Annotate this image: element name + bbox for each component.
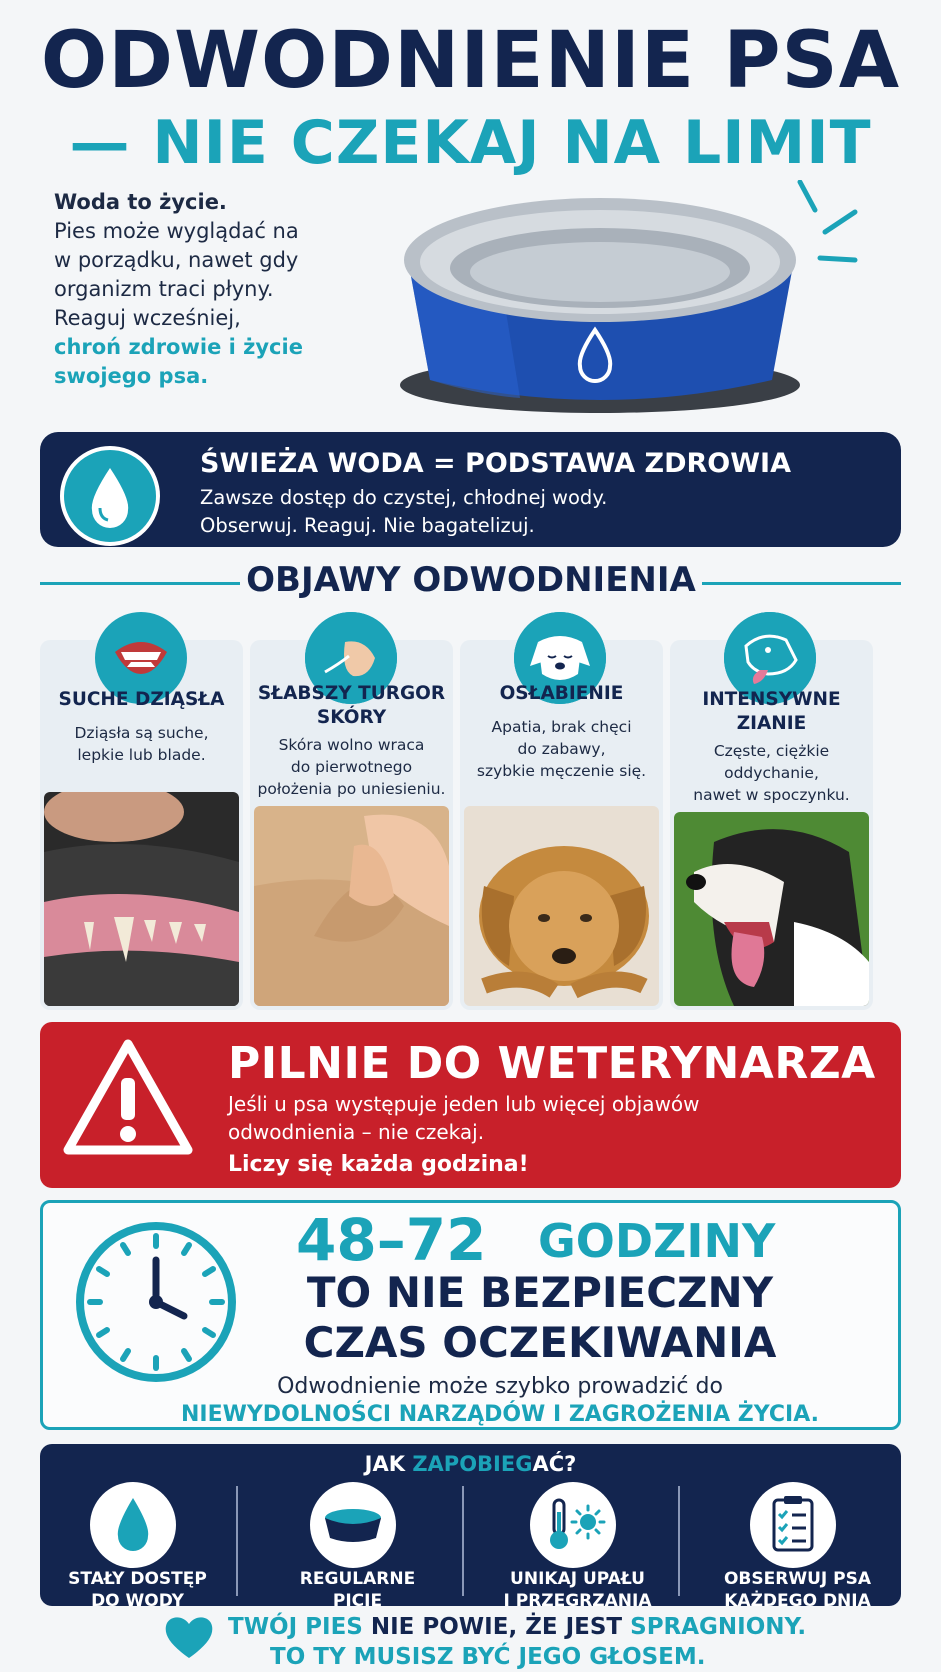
clock-icon bbox=[72, 1218, 240, 1386]
hours-emphasis: NIEWYDOLNOŚCI NARZĄDÓW I ZAGROŻENIA ŻYCIA. bbox=[180, 1402, 819, 1427]
bowl-icon bbox=[310, 1482, 396, 1568]
fresh-water-text: Obserwuj. Reaguj. Nie bagatelizuj. bbox=[200, 514, 535, 537]
symptom-text: oddychanie, bbox=[724, 764, 819, 782]
symptoms-title: OBJAWY ODWODNIENIA bbox=[246, 560, 696, 600]
water-drop-icon bbox=[90, 1482, 176, 1568]
prevention-label bbox=[30, 1568, 245, 1612]
symptom-text: Apatia, brak chęci bbox=[491, 718, 632, 736]
prevention-label bbox=[690, 1568, 905, 1612]
footer-line-2: TO TY MUSISZ BYĆ JEGO GŁOSEM. bbox=[270, 1644, 706, 1670]
warning-icon bbox=[58, 1032, 198, 1162]
separator bbox=[678, 1486, 680, 1596]
main-title: ODWODNIENIE PSA bbox=[40, 16, 901, 106]
fresh-water-text: Zawsze dostęp do czystej, chłodnej wody. bbox=[200, 486, 608, 509]
prevention-title-accent: ZAPOBIEG bbox=[412, 1452, 533, 1476]
divider bbox=[702, 582, 901, 585]
prevention-title bbox=[40, 1452, 901, 1476]
dog-gums-photo bbox=[44, 792, 239, 1006]
main-subtitle: — NIE CZEKAJ NA LIMIT bbox=[69, 108, 872, 178]
prevention-label-line: PICIE bbox=[332, 1591, 383, 1611]
intro-line: organizm traci płyny. bbox=[54, 277, 274, 301]
prevention-label-line: OBSERWUJ PSA bbox=[723, 1569, 871, 1589]
symptom-title: INTENSYWNE bbox=[702, 689, 841, 710]
intro-line: Pies może wyglądać na bbox=[54, 219, 299, 243]
intro-text bbox=[54, 188, 394, 391]
hours-text: Odwodnienie może szybko prowadzić do bbox=[277, 1374, 723, 1399]
footer-text: TWÓJ PIES bbox=[228, 1614, 371, 1640]
symptom-text: do pierwotnego bbox=[290, 758, 413, 776]
symptom-text: Częste, ciężkie bbox=[713, 742, 830, 760]
symptom-text: Skóra wolno wraca bbox=[278, 736, 425, 754]
footer-line-1 bbox=[228, 1614, 806, 1640]
hours-heading: CZAS OCZEKIWANIA bbox=[303, 1318, 777, 1367]
symptom-text: położenia po uniesieniu. bbox=[257, 780, 446, 798]
prevention-label bbox=[250, 1568, 465, 1612]
prevention-label bbox=[470, 1568, 685, 1612]
alert-title: PILNIE DO WETERYNARZA bbox=[228, 1038, 876, 1089]
symptom-text: szybkie męczenie się. bbox=[476, 762, 647, 780]
prevention-label-line: REGULARNE bbox=[299, 1569, 416, 1589]
prevention-label-line: STAŁY DOSTĘP bbox=[68, 1569, 207, 1589]
prevention-item-drinking bbox=[250, 1474, 465, 1611]
symptom-text: Dziąsła są suche, bbox=[74, 724, 209, 742]
prevention-title-part: AĆ? bbox=[532, 1452, 577, 1476]
checklist-icon bbox=[750, 1482, 836, 1568]
divider bbox=[40, 582, 240, 585]
hours-number: 48–72 bbox=[296, 1206, 487, 1274]
skin-pinch-photo bbox=[254, 806, 449, 1006]
water-bowl-image bbox=[400, 180, 860, 430]
hours-unit: GODZINY bbox=[538, 1214, 776, 1268]
tired-dog-photo bbox=[464, 806, 659, 1006]
prevention-item-observe bbox=[690, 1474, 905, 1611]
separator bbox=[462, 1486, 464, 1596]
hours-heading: TO NIE BEZPIECZNY bbox=[306, 1268, 774, 1317]
intro-line: Reaguj wcześniej, bbox=[54, 306, 241, 330]
intro-accent: swojego psa. bbox=[54, 364, 209, 388]
symptom-title: ZIANIE bbox=[736, 713, 807, 734]
intro-line: w porządku, nawet gdy bbox=[54, 248, 299, 272]
water-drop-icon bbox=[60, 446, 160, 546]
heart-icon bbox=[162, 1612, 216, 1662]
footer-text: SPRAGNIONY. bbox=[630, 1614, 807, 1640]
symptom-title: SUCHE DZIĄSŁA bbox=[58, 689, 225, 710]
separator bbox=[236, 1486, 238, 1596]
symptom-text: do zabawy, bbox=[517, 740, 606, 758]
fresh-water-title: ŚWIEŻA WODA = PODSTAWA ZDROWIA bbox=[200, 448, 791, 479]
prevention-label-line: KAŻDEGO DNIA bbox=[724, 1591, 871, 1611]
alert-text: Jeśli u psa występuje jeden lub więcej objawów bbox=[228, 1092, 700, 1116]
symptom-title: SŁABSZY TURGOR bbox=[257, 683, 446, 704]
prevention-label-line: UNIKAJ UPAŁU bbox=[510, 1569, 645, 1589]
alert-text: odwodnienia – nie czekaj. bbox=[228, 1120, 485, 1144]
alert-emphasis: Liczy się każda godzina! bbox=[228, 1152, 529, 1177]
intro-bold: Woda to życie. bbox=[54, 190, 227, 214]
symptom-title: OSŁABIENIE bbox=[499, 683, 624, 704]
panting-dog-photo bbox=[674, 812, 869, 1006]
footer-text: NIE POWIE, ŻE JEST bbox=[370, 1614, 631, 1640]
symptom-text: nawet w spoczynku. bbox=[693, 786, 850, 804]
prevention-item-water bbox=[30, 1474, 245, 1611]
prevention-label-line: DO WODY bbox=[91, 1591, 184, 1611]
thermometer-sun-icon bbox=[530, 1482, 616, 1568]
prevention-label-line: I PRZEGRZANIA bbox=[503, 1591, 652, 1611]
symptom-text: lepkie lub blade. bbox=[77, 746, 206, 764]
prevention-title-part: JAK bbox=[364, 1452, 413, 1476]
symptom-title: SKÓRY bbox=[316, 707, 387, 728]
prevention-item-heat bbox=[470, 1474, 685, 1611]
intro-accent: chroń zdrowie i życie bbox=[54, 335, 303, 359]
